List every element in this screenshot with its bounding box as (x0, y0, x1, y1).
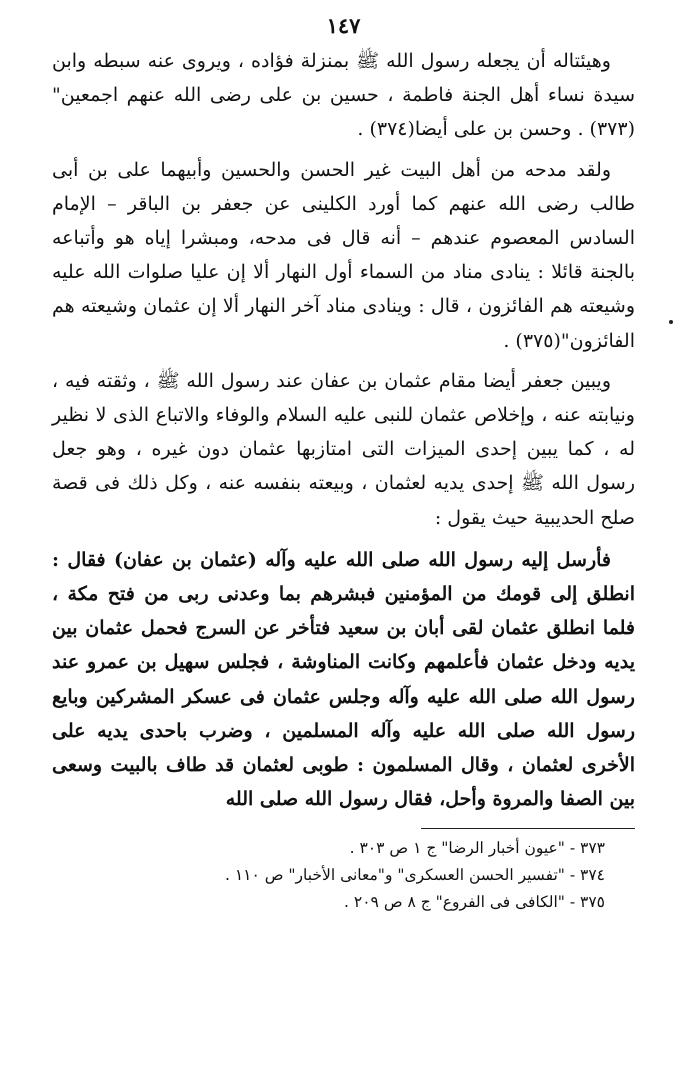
footnotes (52, 835, 635, 916)
paragraph-2: ولقد مدحه من أهل البيت غير الحسن والحسين وأبيهما على بن أبى طالب رضى الله عنهم كما أورد الكلينى عن جعفر بن الباقر – الإمام السادس المعصوم عندهم – أنه قال فى مدحه، ومبشرا إياه هو وأتباعه بالجنة قائلا : ينادى مناد من السماء أول النهار ألا إن عليا صلوات الله عليه وشيعته هم الفائزون ، قال : وينادى مناد آخر النهار ألا إن عثمان وشيعته هم الفائزون"(٣٧٥) . (52, 158, 635, 352)
footnote-374: ٣٧٤ - "تفسير الحسن العسكرى" و"معانى الأخبار" ص ١١٠ . (224, 866, 605, 885)
footnote-divider (421, 828, 635, 829)
page-number: ١٤٧ (326, 13, 361, 38)
quoted-passage: فأرسل إليه رسول الله صلى الله عليه وآله (عثمان بن عفان) فقال : انطلق إلى قومك من المؤمنين فبشرهم بما وعدنى ربى من فتح مكة ، فلما انطلق عثمان لقى أبان بن سعيد فتأخر عن السرج فحمل عثمان بين يديه ودخل عثمان فأعلمهم وكانت المناوشة ، فجلس سهيل بن عمرو عند رسول الله صلى الله عليه وآله وجلس عثمان فى عسكر المشركين وبايع رسول الله صلى الله عليه وآله المسلمين ، وضرب باحدى يديه على الأخرى لعثمان ، وقال المسلمون : طوبى لعثمان قد طاف بالبيت وسعى بين الصفا والمروة وأحل، فقال رسول الله صلى الله (52, 548, 635, 811)
paragraph-1: وهيئتاله أن يجعله رسول الله ﷺ بمنزلة فؤاده ، ويروى عنه سبطه وابن سيدة نساء أهل الجنة فاطمة ، حسين بن على رضى الله عنهم اجمعين"(٣٧٣) . وحسن بن على أيضا(٣٧٤) . (52, 50, 635, 141)
paragraph-3: ويبين جعفر أيضا مقام عثمان بن عفان عند رسول الله ﷺ ، وثقته فيه ، ونيابته عنه ، وإخلاص عثمان للنبى عليه السلام والوفاء والاتباع الذى لا نظير له ، كما يبين إحدى الميزات التى امتازبها عثمان دون غيره ، وهو جعل رسول الله ﷺ إحدى يديه لعثمان ، وبيعته بنفسه عنه ، وكل ذلك فى قصة صلح الحديبية حيث يقول : (52, 369, 635, 529)
footnote-375: ٣٧٥ - "الكافى فى الفروع" ج ٨ ص ٢٠٩ . (344, 893, 605, 912)
body-text (52, 44, 635, 816)
margin-dot (669, 320, 673, 324)
footnote-373: ٣٧٣ - "عيون أخبار الرضا" ج ١ ص ٣٠٣ . (349, 839, 605, 858)
